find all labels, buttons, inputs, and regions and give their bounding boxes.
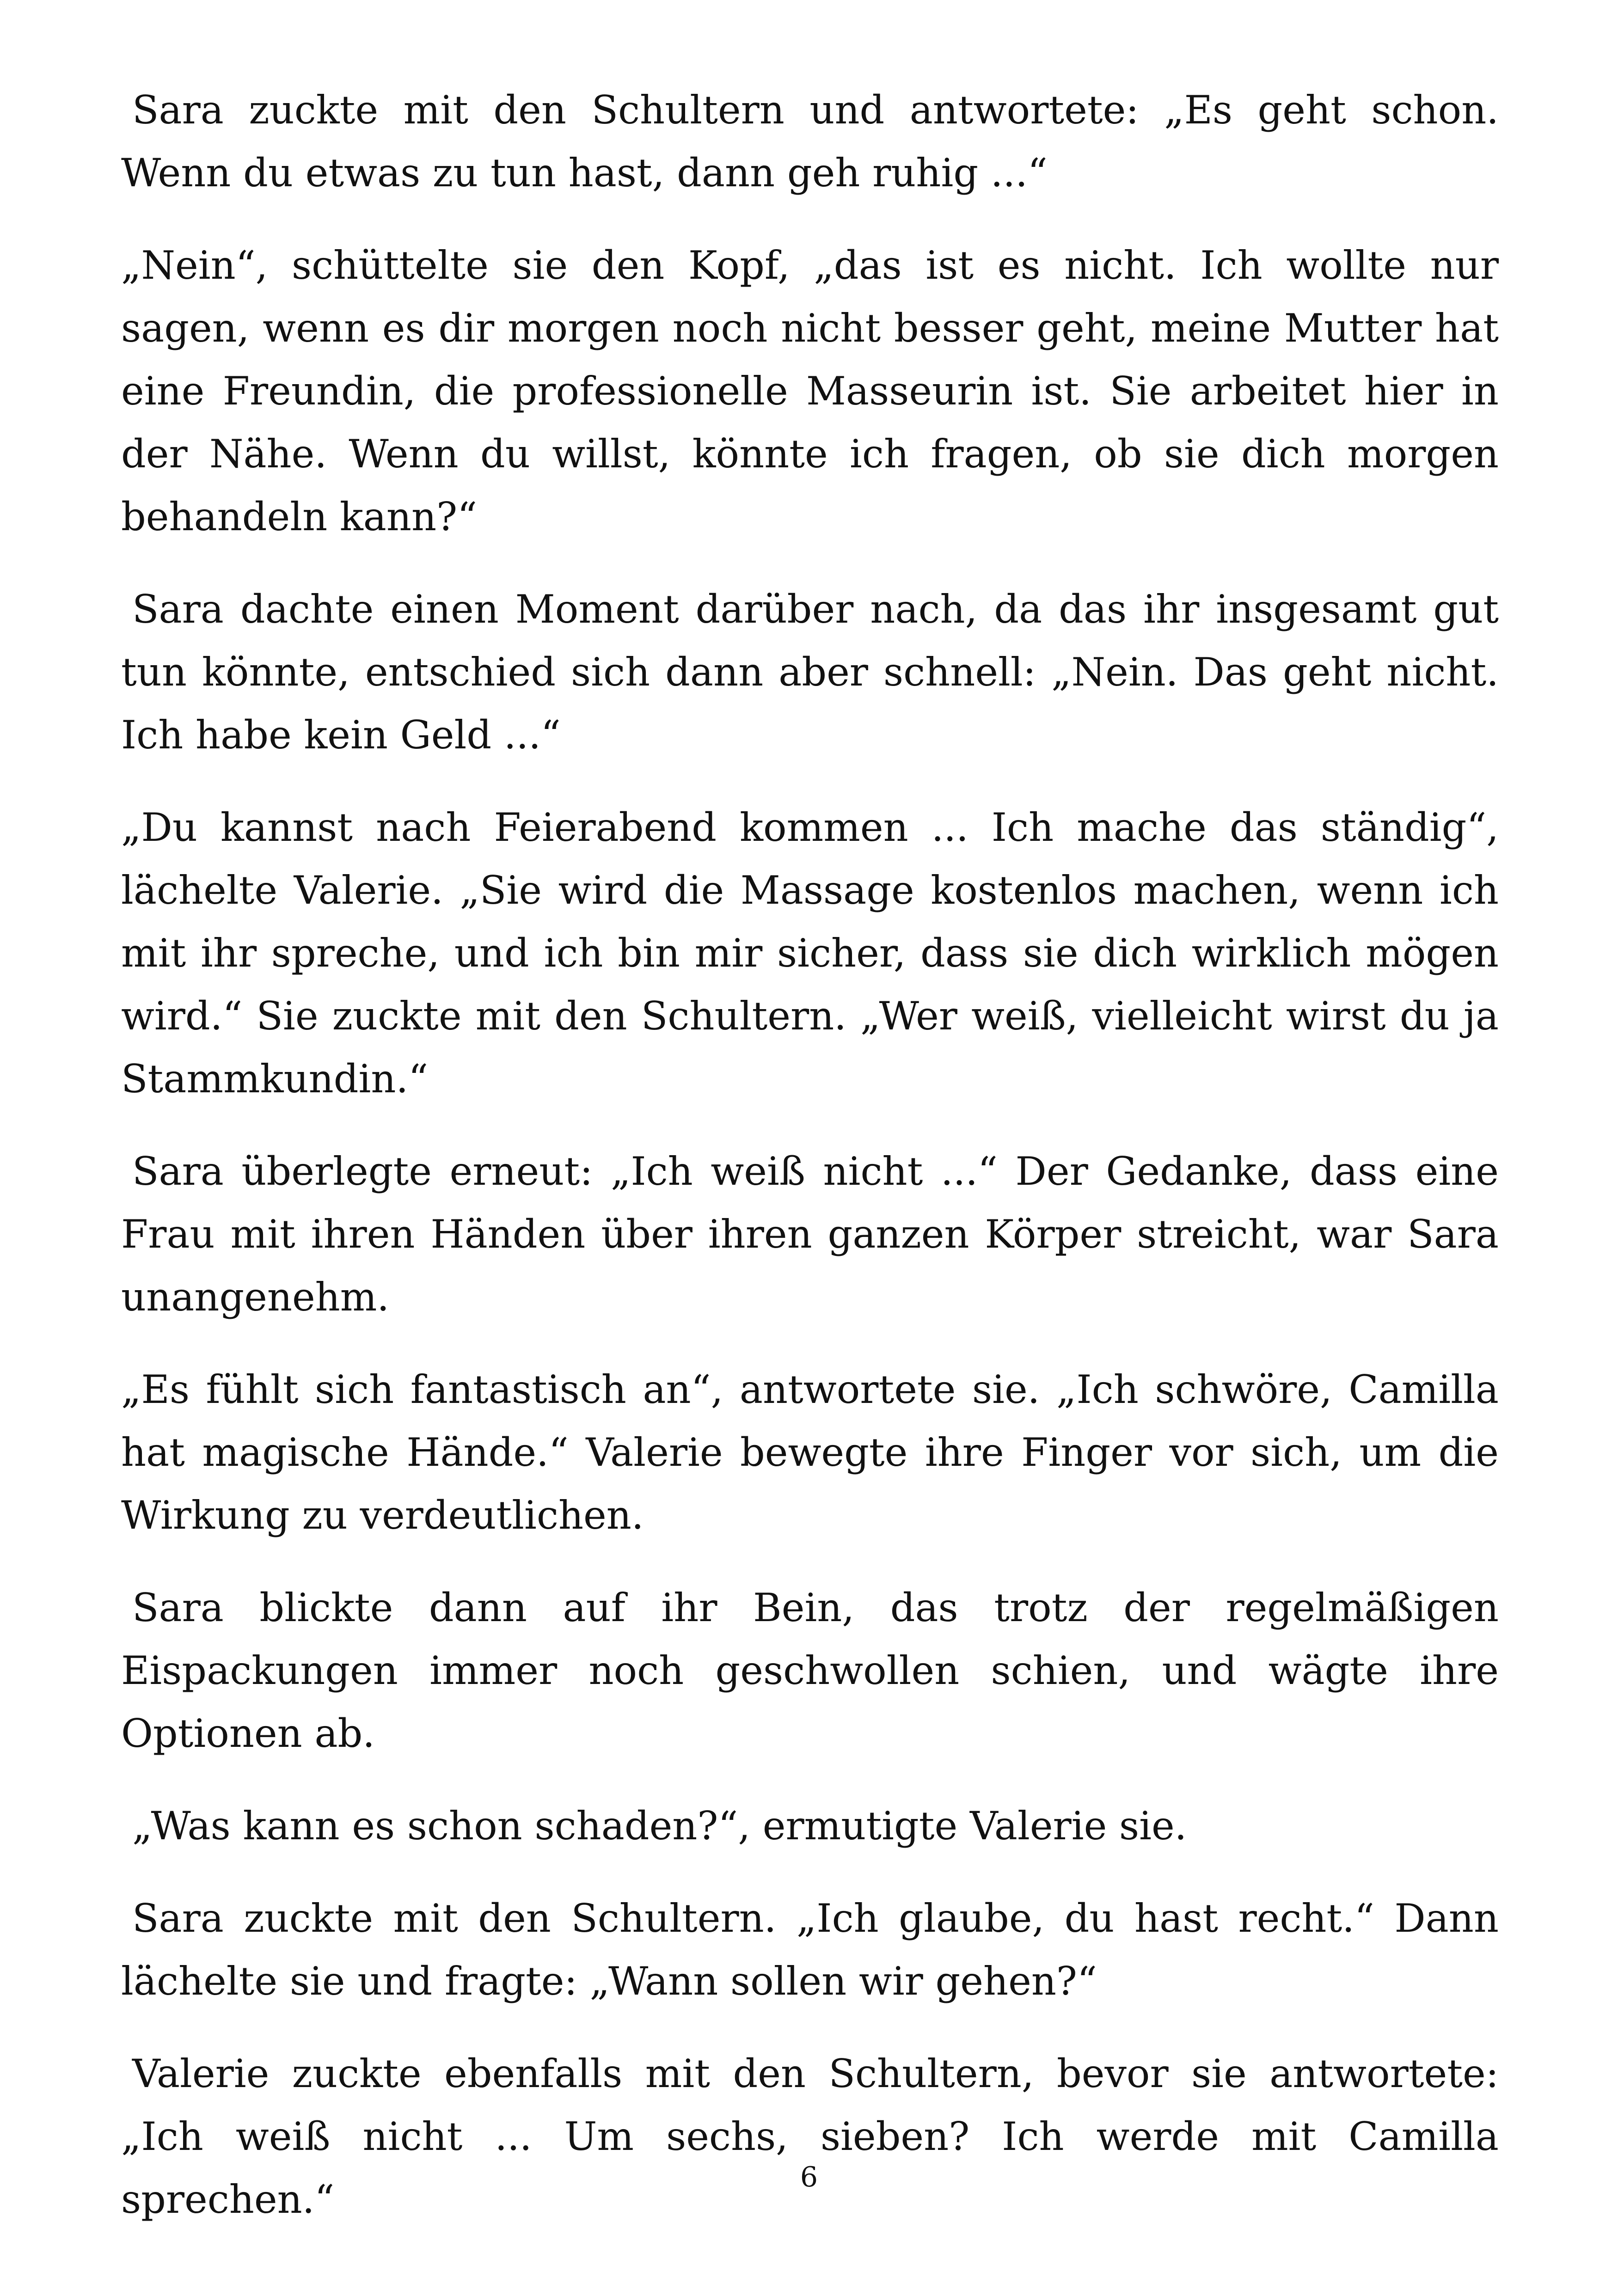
page-number: 6 — [800, 2161, 818, 2193]
paragraph-3: Sara dachte einen Moment darüber nach, da das ihr insgesamt gut tun könnte, entschied sich dann aber schnell: „Nein. Das geht nicht. Ich habe kein Geld ...“ — [121, 587, 1499, 758]
paragraph-6: „Es fühlt sich fantastisch an“, antwortete sie. „Ich schwöre, Camilla hat magische Hände.“ Valerie bewegte ihre Finger vor sich, um die Wirkung zu verdeutlichen. — [121, 1367, 1499, 1538]
paragraph-10: Valerie zuckte ebenfalls mit den Schultern, bevor sie antwortete: „Ich weiß nicht ... Um sechs, sieben? Ich werde mit Camilla sprechen.“ — [121, 2051, 1499, 2222]
paragraph-5: Sara überlegte erneut: „Ich weiß nicht ...“ Der Gedanke, dass eine Frau mit ihren Händen über ihren ganzen Körper streicht, war Sara unangenehm. — [121, 1149, 1499, 1320]
paragraph-8: „Was kann es schon schaden?“, ermutigte Valerie sie. — [132, 1803, 1187, 1849]
paragraph-1: Sara zuckte mit den Schultern und antwortete: „Es geht schon. Wenn du etwas zu tun hast, dann geh ruhig ...“ — [121, 87, 1499, 196]
paragraph-2: „Nein“, schüttelte sie den Kopf, „das ist es nicht. Ich wollte nur sagen, wenn es dir morgen noch nicht besser geht, meine Mutter hat eine Freundin, die professionelle Masseurin ist. Sie arbeitet hier in der Nähe. Wenn du willst, könnte ich fragen, ob sie dich morgen behandeln kann?“ — [121, 243, 1499, 539]
paragraph-9: Sara zuckte mit den Schultern. „Ich glaube, du hast recht.“ Dann lächelte sie und fragte: „Wann sollen wir gehen?“ — [121, 1896, 1499, 2004]
body-text — [121, 79, 1499, 2260]
paragraph-4: „Du kannst nach Feierabend kommen ... Ich mache das ständig“, lächelte Valerie. „Sie wird die Massage kostenlos machen, wenn ich mit ihr spreche, und ich bin mir sicher, dass sie dich wirklich mögen wird.“ Sie zuckte mit den Schultern. „Wer weiß, vielleicht wirst du ja Stammkundin.“ — [121, 805, 1499, 1102]
paragraph-7: Sara blickte dann auf ihr Bein, das trotz der regelmäßigen Eispackungen immer noch geschwollen schien, und wägte ihre Optionen ab. — [121, 1585, 1499, 1756]
